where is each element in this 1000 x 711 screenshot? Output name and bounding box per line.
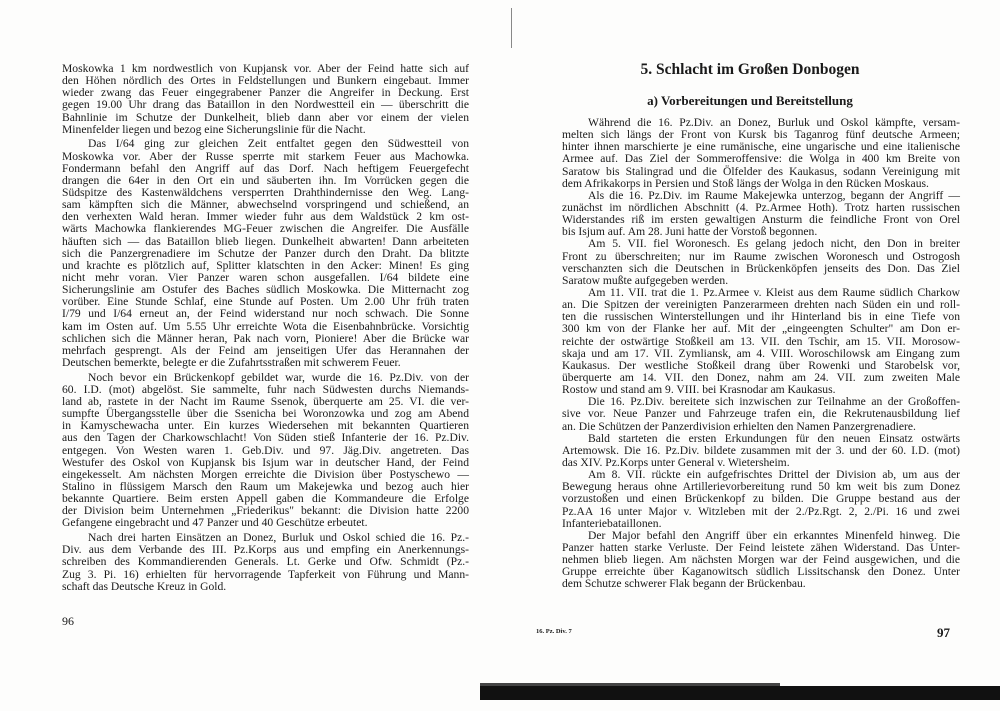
text-line: bis Isjum auf. Am 28. Juni hatte der Vorstoß begonnen.: [562, 225, 818, 239]
text-line: hinter ihnen marschierte je eine rumänische, eine ungarische und eine italienische: [562, 140, 960, 154]
paragraph: [62, 138, 469, 369]
text-line: Artemowsk. Die 16. Pz.Div. bildete zusammen mit der 3. und der 60. I.D. (mot): [562, 443, 960, 457]
text-line: Front zu überschreiten; nur im Raume zwischen Woronesch und Ostrogosh: [562, 249, 960, 263]
text-line: entgegen. Von Westen waren 1. Geb.Div. und 97. Jäg.Div. angetreten. Das: [62, 443, 469, 457]
text-line: reichte der ostwärtige Stoßkeil am 13. VII. den Tschir, am 15. VII. Morosow-: [562, 334, 960, 348]
text-line: Am 8. VII. rückte ein aufgefrischtes Drittel der Division ab, um aus der: [588, 468, 960, 482]
text-line: Gefangene eingebracht und 47 Panzer und 40 Geschütze erbeutet.: [62, 516, 368, 530]
text-line: in Kamyschewacha unter. Ein kurzes Wiedersehen mit bekannten Quartieren: [62, 419, 469, 433]
text-line: bekannte Quartiere. Beim ersten Appell gaben die Kommandeure die Erfolge: [62, 492, 469, 506]
text-line: Rostow und stand am 9. VIII. bei Krasnodar am Kaukasus.: [562, 383, 836, 397]
text-line: Moskowka vor. Aber der Russe sperrte mit starkem Feuer aus Machowka.: [62, 149, 469, 163]
paragraph: [562, 469, 960, 530]
paragraph: [562, 530, 960, 591]
text-line: I/79 und I/64 erneut an, der Feind widerstand nur noch schwach. Die Sonne: [62, 307, 469, 321]
text-line: Zug 3. Pi. 16) erhielten für hervorragende Tapferkeit von Führung und Mann-: [62, 567, 469, 581]
text-line: Sicherungslinie am Ostufer des Baches südlich Moskowka. Die Mitternacht zog: [62, 283, 469, 297]
text-line: Saratow bis Stalingrad und die Ölfelder des Kaukasus, sodann Vereinigung mit: [562, 164, 960, 178]
text-line: Minenfelder liegen und bezog eine Sicherungslinie für die Nacht.: [62, 122, 366, 136]
left-page-body: [62, 63, 469, 595]
text-line: schaft das Deutsche Kreuz in Gold.: [62, 579, 227, 593]
text-line: 300 km von der Flanke her auf. Mit der „eingeengten Schulter" am Don er-: [562, 322, 960, 336]
text-line: Saratow mußte aufgegeben werden.: [562, 273, 729, 287]
text-line: 60. I.D. (mot) abgelöst. Sie sammelte, fuhr nach Südwesten durchs Niemands-: [62, 382, 469, 396]
text-line: sam kämpften sich die Männer, abwechselnd vorspringend und schießend, an: [62, 198, 469, 212]
text-line: zunächst im nördlichen Abschnitt (4. Pz.Armee Hoth). Trotz harten russischen: [562, 200, 960, 214]
scan-edge-bar: [480, 686, 1000, 700]
text-line: Bald starteten die ersten Erkundungen für den neuen Einsatz ostwärts: [588, 431, 960, 445]
text-line: sumpfte Übergangsstelle über die Ssenicha bei Woronzowka und zog am Abend: [62, 407, 469, 421]
text-line: eingekesselt. Am nächsten Morgen erreichte die Division über Postyschewo —: [62, 467, 469, 481]
text-line: dem Schutze schwerer Flak begann der Brückenbau.: [562, 577, 806, 591]
paragraph: [562, 396, 960, 432]
paragraph: [562, 287, 960, 396]
text-line: Am 11. VII. trat die 1. Pz.Armee v. Kleist aus dem Raume südlich Charkow: [588, 285, 960, 299]
right-page-number: 97: [937, 625, 950, 640]
text-line: kam im Osten auf. Um 5.55 Uhr erreichte Wota die Eisenbahnbrücke. Vorsichtig: [62, 319, 469, 333]
text-line: Am 5. VII. fiel Woronesch. Es gelang jedoch nicht, den Don in breiter: [588, 237, 960, 251]
text-line: Bahnlinie im Schutze der Dunkelheit, blieb dann aber vor einem der vielen: [62, 110, 469, 124]
text-line: nehmen blieb liegen. Am nächsten Morgen war der Feind ausgewichen, und die: [562, 553, 960, 567]
text-line: Armee auf. Das Ziel der Sommeroffensive: die Wolga in 400 km Breite von: [562, 152, 960, 166]
text-line: das XIV. Pz.Korps unter General v. Wietersheim.: [562, 455, 790, 469]
text-line: Moskowka 1 km nordwestlich von Kupjansk vor. Aber der Feind hatte sich auf: [62, 62, 469, 75]
text-line: Infanteriebataillonen.: [562, 516, 662, 530]
text-line: Stalino in flüssigem Marsch den Raum um Makejewka und bezog auch hier: [62, 479, 469, 493]
right-page-body: [562, 117, 960, 590]
text-line: Div. aus dem Verbande des III. Pz.Korps aus und empfing ein Anerkennungs-: [62, 543, 469, 557]
printer-signature-mark: 16. Pz. Div. 7: [536, 628, 572, 635]
text-line: verschanzten sich die Deutschen in Brückenköpfen jenseits des Don. Das Ziel: [562, 261, 960, 275]
text-line: Gruppe erreichte über Kaganowitsch südlich Lissitschansk den Donez. Unter: [562, 565, 960, 579]
text-line: melten sich längs der Front von Kursk bis Taganrog fünf deutsche Armeen;: [562, 128, 960, 142]
text-line: vorüber. Eine Stunde Schlaf, eine Stunde auf Posten. Um 2.00 Uhr früh traten: [62, 295, 469, 309]
paragraph: [562, 190, 960, 239]
text-line: Der Major befahl den Angriff über ein erkanntes Minenfeld hinweg. Die: [588, 528, 960, 542]
section-title: a) Vorbereitungen und Bereitstellung: [647, 93, 853, 108]
chapter-title: 5. Schlacht im Großen Donbogen: [640, 61, 860, 78]
text-line: nicht mehr voran. Vier Panzer waren schon ausgefallen. I/64 bildete eine: [62, 270, 469, 284]
text-line: Nach drei harten Einsätzen an Donez, Burluk und Oskol schied die 16. Pz.-: [88, 531, 469, 545]
text-line: drangen die 64er in den Ort ein und säuberten ihn. Im Vorrücken gegen die: [62, 173, 469, 187]
text-line: dem Afrikakorps in Persien und Stoß längs der Wolga in den Rücken Moskaus.: [562, 176, 929, 190]
text-line: land ab, rastete in der Nacht im Raume Ssenok, überquerte am 25. VI. die ver-: [62, 394, 469, 408]
text-line: gegen 19.00 Uhr drang das Bataillon in den Nordwestteil ein — überschritt die: [62, 98, 469, 112]
text-line: schlichen sich die Männer heran, Pak nach vorn, Pioniere! Aber die Brücke war: [62, 331, 469, 345]
text-line: skaja und am 17. VII. Zymliansk, am 4. VIII. Woroschilowsk am Eingang zum: [562, 346, 960, 360]
text-line: sive vor. Neue Panzer und Fahrzeuge trafen ein, die Rekrutenausbildung lief: [562, 407, 960, 421]
text-line: wieder zwang das Feuer eingegrabener Panzer die Angreifer in Deckung. Erst: [62, 86, 469, 100]
paragraph: [562, 117, 960, 190]
paragraph: [562, 238, 960, 287]
text-line: Als die 16. Pz.Div. im Raume Makejewka unterzog, begann der Angriff —: [588, 188, 960, 202]
text-line: an. Die Spitzen der vereinigten Panzerarmeen drehten nach Süden ein und roll-: [562, 298, 960, 312]
text-line: Das I/64 ging zur gleichen Zeit entfaltet gegen den Südwestteil von: [88, 137, 469, 151]
text-line: und krachte es plötzlich auf, Splitter klatschten in den Acker: Minen! Es ging: [62, 258, 469, 272]
text-line: Deutschen bemerkte, belegte er die Zufahrtsstraßen mit schwerem Feuer.: [62, 355, 401, 369]
text-line: Kaukasus. Der westliche Stoßkeil drang über Rowenki und Starobelsk vor,: [562, 358, 960, 372]
text-line: Südspitze des Kastenwäldchens versperrten Drahthindernisse den Weg. Lang-: [62, 186, 469, 199]
text-line: Während die 16. Pz.Div. an Donez, Burluk und Oskol kämpfte, versam-: [588, 116, 960, 129]
text-line: Widerstandes riß im ersten gewaltigen Ansturm die feindliche Front von Orel: [562, 213, 960, 227]
left-page-number: 96: [62, 614, 74, 628]
paragraph: [562, 433, 960, 469]
text-line: Panzer hatten starke Verluste. Der Feind leistete zähen Widerstand. Das Unter-: [562, 540, 960, 554]
text-line: Pz.AA 16 unter Major v. Witzleben mit der 2./Pz.Rgt. 2, 2./Pi. 16 und zwei: [562, 504, 960, 518]
text-line: überquerte am 14. VII. den Donez, nahm am 24. VII. zum zweiten Male: [562, 370, 960, 384]
text-line: Fondermann befahl den Angriff auf das Dorf. Nach heftigem Feuergefecht: [62, 161, 469, 175]
paragraph: [62, 372, 469, 530]
text-line: den verhexten Wald heran. Immer wieder fuhr aus dem Waldstück 2 km ost-: [62, 210, 469, 224]
text-line: aus den Tagen der Charkowschlacht! Von Süden stieß Infanterie der 16. Pz.Div.: [62, 431, 469, 445]
text-line: Bewegung heraus ohne Artillerievorbereitung rund 50 km weit bis zum Donez: [562, 480, 960, 494]
paragraph: [62, 63, 469, 136]
text-line: der Division beim Unternehmen „Friederikus" bekannt: die Division hatte 2200: [62, 504, 469, 518]
text-line: an. Die Schützen der Panzerdivision erhielten den Namen Panzergrenadiere.: [562, 419, 916, 433]
text-line: mehrfach gesprengt. Als der Feind am jenseitigen Ufer das Herannahen der: [62, 343, 469, 357]
text-line: wärts Machowka flankierendes MG-Feuer zwischen die Angreifer. Die Ausfälle: [62, 222, 469, 236]
text-line: sich die Panzergrenadiere im Schutze der Panzer durch den Draht. Da blitzte: [62, 246, 469, 260]
text-line: vorzustoßen und einen Brückenkopf zu bilden. Die Gruppe bestand aus der: [562, 492, 960, 506]
paragraph: [62, 532, 469, 593]
text-line: häuften sich — das Bataillon blieb liegen. Dunkelheit abwarten! Dann arbeiteten: [62, 234, 469, 248]
text-line: den Höhen nördlich des Ortes in Feldstellungen und Bunkern eingebaut. Immer: [62, 74, 469, 88]
text-line: Westufer des Oskol von Kupjansk bis Isjum war in deutscher Hand, der Feind: [62, 455, 469, 469]
text-line: Noch bevor ein Brückenkopf gebildet war, wurde die 16. Pz.Div. von der: [88, 370, 469, 384]
text-line: ten die russischen Winterstellungen und ihr Hinterland bis in eine Tiefe von: [562, 310, 960, 324]
text-line: Die 16. Pz.Div. bereitete sich inzwischen zur Teilnahme an der Großoffen-: [588, 395, 960, 409]
right-page: [500, 0, 1000, 711]
text-line: schreiben des Kommandierenden Generals. Lt. Gerke und Ofw. Schmidt (Pz.-: [62, 555, 469, 569]
